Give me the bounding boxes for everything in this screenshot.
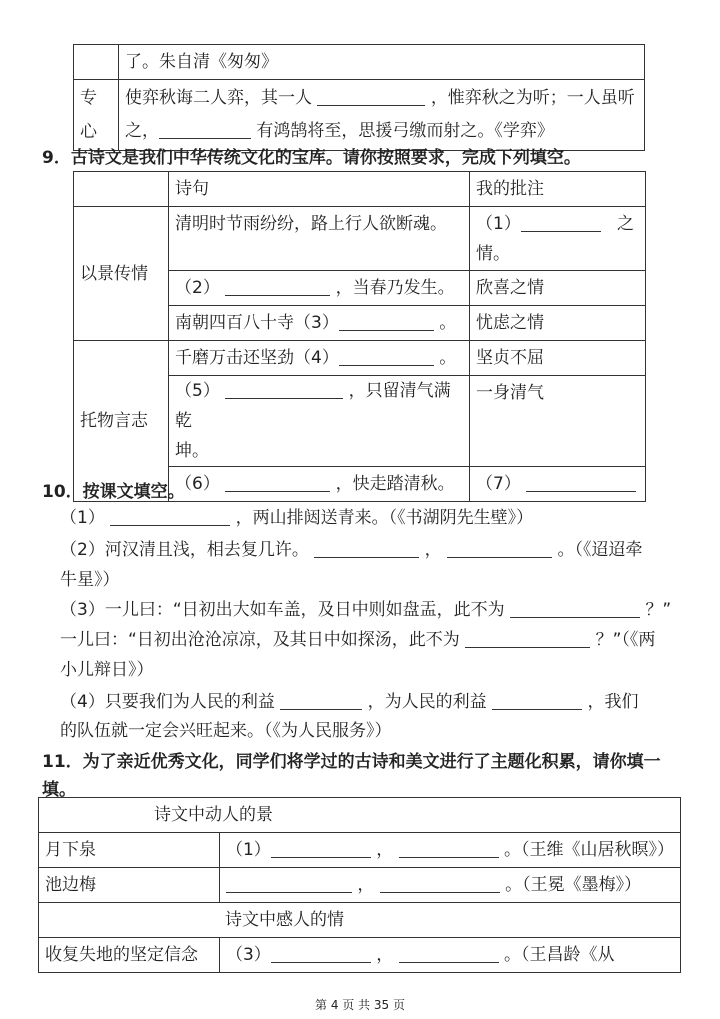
- q10-l1-b: ，两山排闼送青来。（《书湖阴先生壁》）: [235, 508, 534, 528]
- q9-r6-note-a: （7）: [476, 474, 521, 494]
- q9-header-note: [470, 172, 646, 207]
- q9-r5-poem-a: （5）: [175, 381, 220, 401]
- answer-blank[interactable]: [521, 213, 601, 232]
- question-9-title: 9．古诗文是我们中华传统文化的宝库。请你按照要求，完成下列填空。: [42, 148, 581, 168]
- q9-r6-poem-b: ，快走踏清秋。: [335, 474, 455, 494]
- q9-r5-poem-c: 坤。: [175, 441, 209, 461]
- answer-blank[interactable]: [339, 312, 434, 331]
- top-row1-text: 了。朱自清《匆匆》: [125, 52, 278, 72]
- answer-blank[interactable]: [159, 120, 251, 139]
- q11-section2-text: 诗文中感人的情: [225, 910, 344, 930]
- q9-group1-label-text: 以景传情: [80, 263, 148, 284]
- q9-r2-note: [470, 271, 646, 306]
- q11-row2-label: [39, 868, 220, 903]
- q11-row1-label: [39, 833, 220, 868]
- q10-line-4: [60, 595, 671, 620]
- answer-blank[interactable]: [526, 473, 636, 492]
- q11-row1-c: 。（王维《山居秋暝》）: [504, 840, 674, 860]
- q9-r1-poem-text: 清明时节雨纷纷，路上行人欲断魂。: [175, 214, 447, 234]
- q9-r1-note: [470, 207, 646, 271]
- answer-blank[interactable]: [447, 539, 552, 558]
- q11-row2-c: 。（王冕《墨梅》）: [505, 875, 642, 895]
- q11-row1-a: （1）: [225, 840, 271, 860]
- q9-group1-label: [74, 207, 169, 341]
- answer-blank[interactable]: [399, 839, 499, 858]
- q10-l5-b: ？”（《两: [595, 630, 656, 650]
- answer-blank[interactable]: [226, 874, 352, 893]
- q10-line-2: [60, 535, 642, 560]
- q11-row3-label: [39, 938, 220, 973]
- q9-r5-note-text: 一身清气: [476, 383, 544, 403]
- question-11-title-line1: 11．为了亲近优秀文化，同学们将学过的古诗和美文进行了主题化积累，请你填一: [42, 752, 661, 772]
- q9-r2-poem: [169, 271, 470, 306]
- answer-blank[interactable]: [225, 277, 330, 296]
- q10-line-7: [60, 687, 638, 712]
- q9-header-poem: [169, 172, 470, 207]
- q9-r3-poem-a: 南朝四百八十寺（3）: [175, 313, 339, 333]
- q9-r1-note-a: （1）: [476, 213, 521, 234]
- q11-row1-content: [219, 833, 680, 868]
- answer-blank[interactable]: [314, 539, 419, 558]
- answer-blank[interactable]: [110, 507, 230, 526]
- q9-group2-label-text: 托物言志: [80, 411, 148, 431]
- q9-r5-poem: [169, 376, 470, 467]
- top-row2-line1-a: 使弈秋诲二人弈，其一人: [125, 88, 312, 108]
- top-row2-line2-a: 之，: [125, 121, 159, 141]
- q9-header-empty: [74, 172, 169, 207]
- q11-row1-b: ，: [376, 840, 394, 860]
- q9-r3-note-text: 忧虑之情: [476, 313, 544, 333]
- question-10-title: 10．按课文填空。: [42, 482, 185, 502]
- q9-r3-note: [470, 306, 646, 341]
- q9-header-poem-text: 诗句: [175, 179, 209, 199]
- q11-row2-content: [219, 868, 680, 903]
- q10-l7-a: （4）只要我们为人民的利益: [60, 692, 275, 712]
- q11-row3-label-text: 收复失地的坚定信念: [45, 945, 198, 965]
- q11-section1-text: 诗文中动人的景: [154, 805, 273, 825]
- q11-row3-content: [219, 938, 680, 973]
- q11-row3-c: 。（王昌龄《从: [504, 945, 615, 965]
- q9-r2-note-text: 欣喜之情: [476, 278, 544, 298]
- q10-line-8: 的队伍就一定会兴旺起来。（《为人民服务》）: [60, 721, 392, 741]
- q9-r1-note-c: 情。: [476, 243, 510, 264]
- q9-table: [73, 171, 646, 502]
- answer-blank[interactable]: [271, 839, 371, 858]
- top-table-empty-cell: [74, 45, 119, 80]
- q9-r3-poem: [169, 306, 470, 341]
- q9-r1-poem: [169, 207, 470, 271]
- page-footer: 第 4 页 共 35 页: [315, 998, 405, 1012]
- top-table-label-cell: [74, 80, 119, 151]
- answer-blank[interactable]: [510, 599, 640, 618]
- q10-line-3: 牛星》）: [60, 570, 120, 590]
- q11-table: [38, 797, 681, 973]
- q10-l2-c: 。（《迢迢牵: [557, 540, 643, 560]
- q10-l7-b: ，为人民的利益: [367, 692, 487, 712]
- q10-l5-a: 一儿曰：“日初出沧沧凉凉，及其日中如探汤，此不为: [60, 630, 460, 650]
- q9-r4-note-text: 坚贞不屈: [476, 348, 544, 368]
- answer-blank[interactable]: [465, 629, 590, 648]
- answer-blank[interactable]: [280, 691, 362, 710]
- q10-line-1: [60, 503, 533, 528]
- top-row2-line1-b: ，惟弈秋之为听；一人虽听: [430, 88, 635, 108]
- q9-r1-note-b: 之: [617, 213, 635, 234]
- top-table-row1-text: [119, 45, 645, 80]
- q9-r4-note: [470, 341, 646, 376]
- q10-l7-c: ，我们: [587, 692, 639, 712]
- q9-r6-note: [470, 467, 646, 502]
- q9-r6-poem: [169, 467, 470, 502]
- q11-row2-label-text: 池边梅: [45, 875, 96, 895]
- q9-r3-poem-b: 。: [439, 313, 457, 333]
- q10-l4-b: ？”: [645, 600, 672, 620]
- q9-r5-note: [470, 376, 646, 467]
- answer-blank[interactable]: [492, 691, 582, 710]
- answer-blank[interactable]: [225, 380, 343, 399]
- answer-blank[interactable]: [271, 944, 371, 963]
- answer-blank[interactable]: [399, 944, 499, 963]
- top-table: [73, 44, 645, 151]
- q10-l1-a: （1）: [60, 508, 105, 528]
- answer-blank[interactable]: [317, 87, 425, 106]
- q11-row1-label-text: 月下泉: [45, 840, 96, 860]
- question-11-title-line2: 填。: [42, 780, 76, 800]
- q11-row3-a: （3）: [225, 945, 271, 965]
- q11-row2-b: ，: [357, 875, 375, 895]
- top-table-row2-content: [119, 80, 645, 151]
- q10-l2-b: ，: [424, 540, 442, 560]
- answer-blank[interactable]: [339, 347, 434, 366]
- q11-row3-b: ，: [376, 945, 394, 965]
- q10-l2-a: （2）河汉清且浅，相去复几许。: [60, 540, 309, 560]
- q11-section1: [39, 798, 681, 833]
- q9-r4-poem-a: 千磨万击还坚劲（4）: [175, 348, 339, 368]
- q9-r2-poem-b: ，当春乃发生。: [335, 278, 455, 298]
- q9-r4-poem-b: 。: [439, 348, 457, 368]
- q9-r6-poem-a: （6）: [175, 474, 220, 494]
- q10-l4-a: （3）一儿曰：“日初出大如车盖，及日中则如盘盂，此不为: [60, 600, 505, 620]
- q10-line-6: 小儿辩日》）: [60, 660, 154, 680]
- answer-blank[interactable]: [380, 874, 500, 893]
- top-row2-label: 专心: [80, 88, 97, 142]
- answer-blank[interactable]: [225, 473, 330, 492]
- q9-r2-poem-a: （2）: [175, 278, 220, 298]
- q9-r5-poem-b: ，只留清气满乾: [175, 381, 451, 431]
- top-row2-line2-b: 有鸿鹄将至，思援弓缴而射之。《学弈》: [256, 121, 554, 141]
- q9-r4-poem: [169, 341, 470, 376]
- q10-line-5: [60, 625, 655, 650]
- q9-header-note-text: 我的批注: [476, 179, 544, 199]
- q11-section2: [39, 903, 681, 938]
